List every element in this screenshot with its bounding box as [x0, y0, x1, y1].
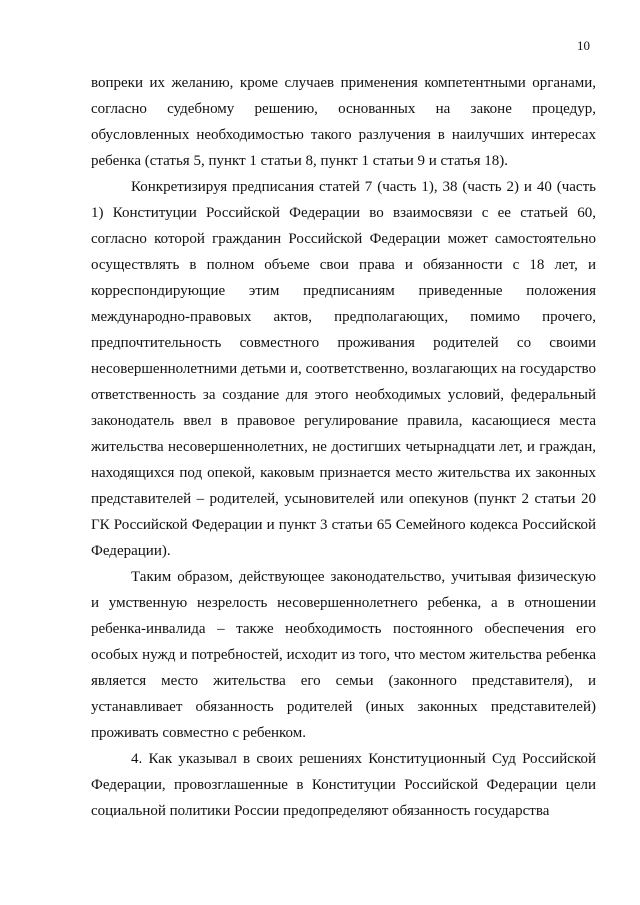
paragraph-section-4: 4. Как указывал в своих решениях Конституционный Суд Российской Федерации, провозглашенные в Конституции Российской Федерации цели социальной политики России предопределяют обязанность государства [91, 751, 596, 819]
paragraph-conclusion: Таким образом, действующее законодательство, учитывая физическую и умственную незрелость несовершеннолетнего ребенка, а в отношении ребенка-инвалида – также необходимость постоянного обеспечения его особых нужд и потребностей, исходит из того, что местом жительства ребенка является место жительства его семьи (законного представителя), и устанавливает обязанность родителей (иных законных представителей) проживать совместно с ребенком. [91, 569, 596, 741]
document-body [91, 70, 596, 824]
page-number: 10 [577, 38, 590, 53]
paragraph-continuation: вопреки их желанию, кроме случаев применения компетентными органами, согласно судебному решению, основанных на законе процедур, обусловленных необходимостью такого разлучения в наилучших интересах ребенка (статья 5, пункт 1 статьи 8, пункт 1 статьи 9 и статья 18). [91, 75, 596, 169]
paragraph-residence-rules: Конкретизируя предписания статей 7 (часть 1), 38 (часть 2) и 40 (часть 1) Конституции Российской Федерации во взаимосвязи с ее статьей 60, согласно которой гражданин Российской Федерации может самостоятельно осуществлять в полном объеме свои права и обязанности с 18 лет, и корреспондирующие этим предписаниям приведенные положения международно-правовых актов, предполагающих, помимо прочего, предпочтительность совместного проживания родителей со своими несовершеннолетними детьми и, соответственно, возлагающих на государство ответственность за создание для этого необходимых условий, федеральный законодатель ввел в правовое регулирование правила, касающиеся места жительства несовершеннолетних, не достигших четырнадцати лет, и граждан, находящихся под опекой, каковым признается место жительства их законных представителей – родителей, усыновителей или опекунов (пункт 2 статьи 20 ГК Российской Федерации и пункт 3 статьи 65 Семейного кодекса Российской Федерации). [91, 179, 596, 559]
